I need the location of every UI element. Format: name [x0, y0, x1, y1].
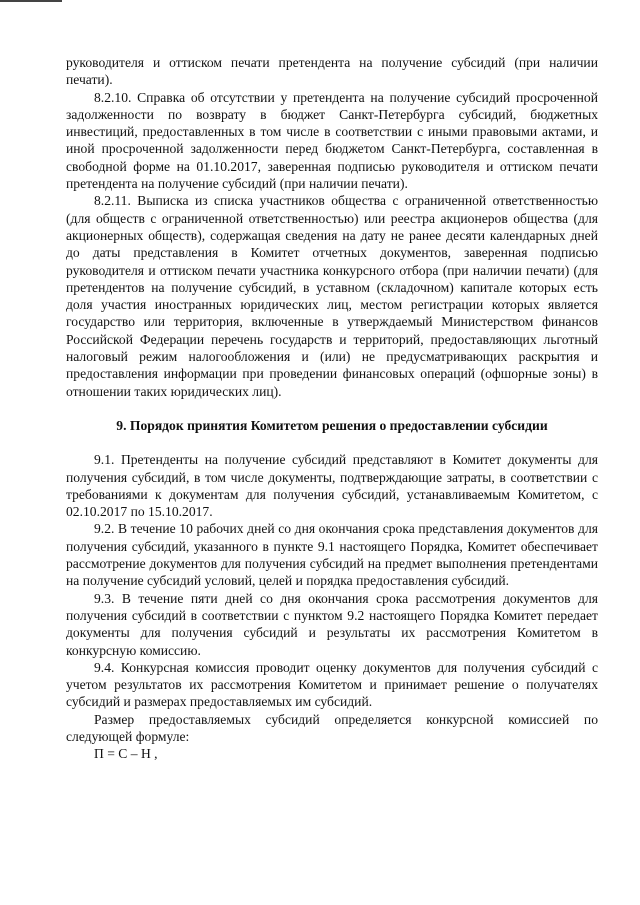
paragraph-9-1: 9.1. Претенденты на получение субсидий представляют в Комитет документы для получения субсидий, в том числе документы, подтверждающие затраты, в соответствии с требованиями к документам для получения субсидий, устанавливаемым Комитетом, с 02.10.2017 по 15.10.2017. [66, 452, 598, 520]
spacer [66, 434, 598, 451]
paragraph-8-2-10: 8.2.10. Справка об отсутствии у претендента на получение субсидий просроченной задолженности по возврату в бюджет Санкт-Петербурга субсидий, бюджетных инвестиций, предоставленных в том числе в соответствии с иными правовыми актами, и иной просроченной задолженности перед бюджетом Санкт-Петербурга, составленная в свободной форме на 01.10.2017, заверенная подписью руководителя и оттиском печати претендента на получение субсидий (при наличии печати). [66, 89, 598, 192]
paragraph-9-2: 9.2. В течение 10 рабочих дней со дня окончания срока представления документов для получения субсидий, указанного в пункте 9.1 настоящего Порядка, Комитет обеспечивает рассмотрение документов для получения субсидий на предмет выполнения претендентами на получение субсидий условий, целей и порядка предоставления субсидий. [66, 521, 598, 589]
formula: П = С – Н , [94, 746, 158, 762]
paragraph-subsidy-size: Размер предоставляемых субсидий определяется конкурсной комиссией по следующей формуле: [66, 711, 598, 744]
section-9-heading: 9. Порядок принятия Комитетом решения о предоставлении субсидии [116, 417, 548, 433]
page-top-mark [0, 0, 62, 2]
paragraph-9-3: 9.3. В течение пяти дней со дня окончания срока рассмотрения документов для получения субсидий в соответствии с пунктом 9.2 настоящего Порядка Комитет передает документы для получения субсидий и результаты их рассмотрения Комитетом в конкурсную комиссию. [66, 590, 598, 658]
document-page [66, 54, 598, 763]
paragraph-8-2-11: 8.2.11. Выписка из списка участников общества с ограниченной ответственностью (для обществ с ограниченной ответственностью) или реестра акционеров общества (для акционерных обществ), содержащая сведения на дату не ранее десяти календарных дней до даты представления в Комитет отчетных документов, заверенная подписью руководителя и оттиском печати участника конкурсного отбора (при наличии печати) (для претендентов на получение субсидий, в уставном (складочном) капитале которых есть доля участия иностранных юридических лиц, местом регистрации которых является государство или территория, включенные в утверждаемый Министерством финансов Российской Федерации перечень государств и территорий, предоставляющих льготный налоговый режим налогообложения и (или) не предусматривающих раскрытия и предоставления информации при проведении финансовых операций (офшорные зоны) в отношении таких юридических лиц). [66, 193, 598, 399]
spacer [66, 400, 598, 417]
paragraph-8-2-9-continuation: руководителя и оттиском печати претендента на получение субсидий (при наличии печати). [66, 55, 598, 88]
paragraph-9-4: 9.4. Конкурсная комиссия проводит оценку документов для получения субсидий с учетом результатов их рассмотрения Комитетом и принимает решение о получателях субсидий и размерах предоставляемых им субсидий. [66, 659, 598, 710]
